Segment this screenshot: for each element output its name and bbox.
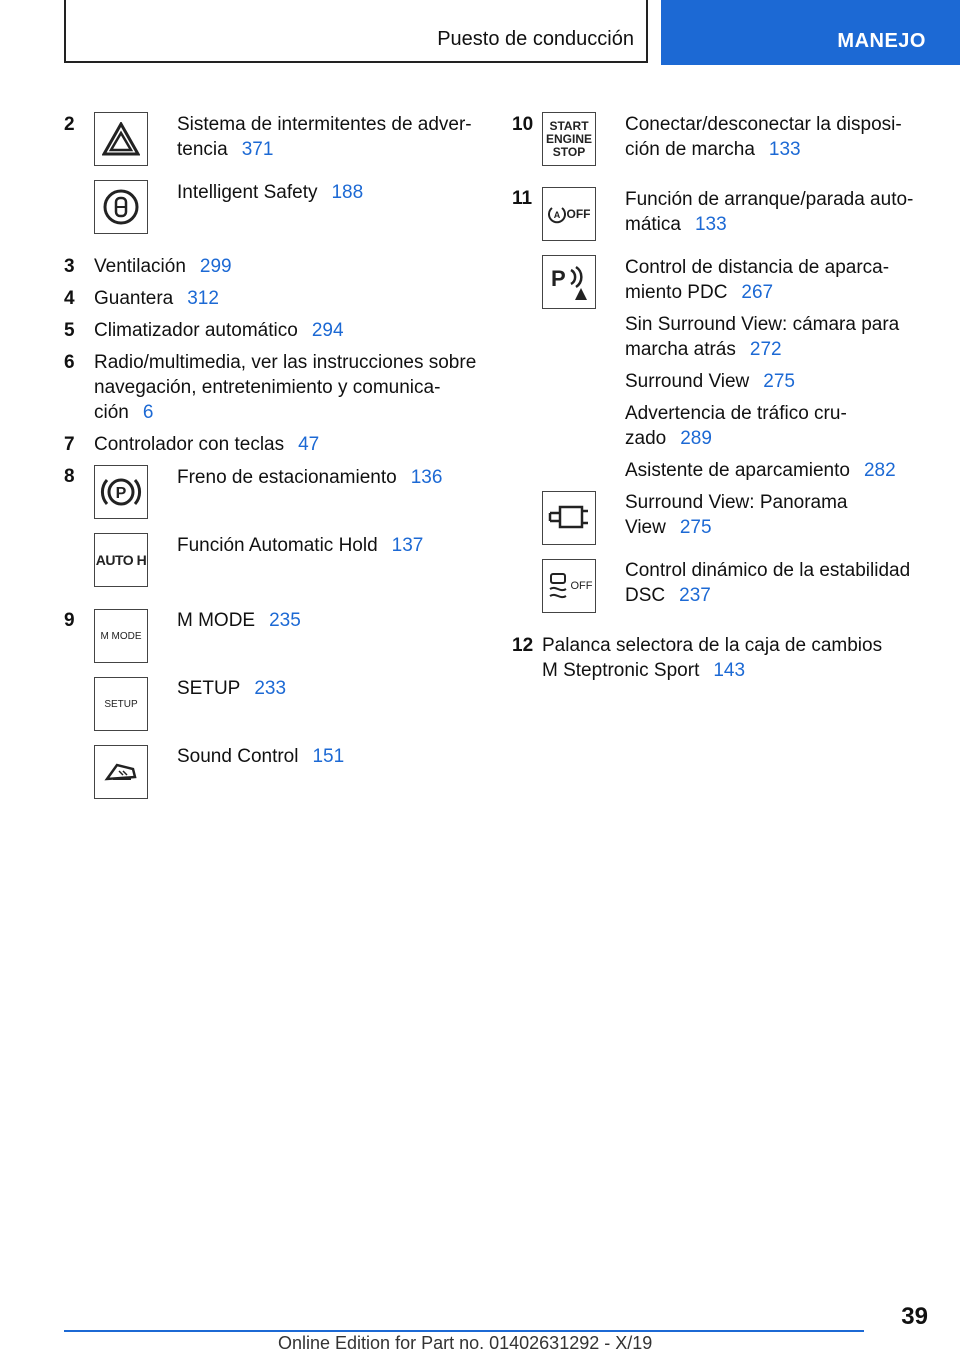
entry-text: Surround View xyxy=(625,371,750,392)
entry-text: ción de marcha xyxy=(625,139,755,160)
entry-text: mática xyxy=(625,214,681,235)
page-reference-link[interactable]: 371 xyxy=(241,139,274,160)
page-reference-link[interactable]: 233 xyxy=(254,678,287,699)
item-number-6: 6 xyxy=(64,352,75,373)
page-reference-link[interactable]: 282 xyxy=(863,460,896,481)
item-number-5: 5 xyxy=(64,320,75,341)
page-reference-link[interactable]: 137 xyxy=(391,535,424,556)
start-stop-icon-label: ENGINE xyxy=(545,131,592,146)
entry-text: navegación, entretenimiento y comunica- xyxy=(94,377,441,398)
entry-auto-hold xyxy=(177,533,423,558)
edition-note: Online Edition for Part no. 01402631292 - X/19 xyxy=(278,1333,653,1353)
page-reference-link[interactable]: 133 xyxy=(768,139,801,160)
entry-radio-multimedia xyxy=(94,350,476,425)
item-number-11: 11 xyxy=(512,188,533,209)
page-reference-link[interactable]: 237 xyxy=(679,585,711,606)
entry-text: tencia xyxy=(177,139,228,160)
auto-hold-icon xyxy=(94,533,148,587)
item-number-12: 12 xyxy=(512,635,534,656)
entry-parking-assistant xyxy=(625,458,896,483)
header-box xyxy=(64,0,648,63)
entry-text: Sound Control xyxy=(177,746,299,767)
item-number-7: 7 xyxy=(64,434,75,455)
page-number: 39 xyxy=(901,1303,928,1330)
footer-divider xyxy=(64,1330,864,1332)
entry-climate-control xyxy=(94,318,344,343)
item-number-9: 9 xyxy=(64,610,75,631)
entry-text: Surround View: Panorama xyxy=(625,492,848,513)
entry-text: View xyxy=(625,517,666,538)
setup-icon xyxy=(94,677,148,731)
entry-sound-control xyxy=(177,744,344,769)
entry-surround-view xyxy=(625,369,795,394)
page-reference-link[interactable]: 188 xyxy=(331,182,364,203)
svg-text:P: P xyxy=(115,485,127,502)
entry-text: Sin Surround View: cámara para xyxy=(625,314,900,335)
page-reference-link[interactable]: 299 xyxy=(199,256,232,277)
entry-text: Guantera xyxy=(94,288,174,309)
entry-text: Asistente de aparcamiento xyxy=(625,460,850,481)
page-reference-link[interactable]: 272 xyxy=(749,339,782,360)
page-reference-link[interactable]: 235 xyxy=(269,610,301,631)
item-number-3: 3 xyxy=(64,256,75,277)
park-distance-control-icon-label: P xyxy=(551,266,566,291)
entry-text: Control de distancia de aparca- xyxy=(625,257,890,278)
svg-text:A: A xyxy=(553,210,560,220)
start-stop-icon-label: STOP xyxy=(552,144,586,159)
page-reference-link[interactable]: 289 xyxy=(680,428,712,449)
dsc-off-icon-label: OFF xyxy=(570,580,593,592)
entry-text: DSC xyxy=(625,585,666,606)
entry-text: Sistema de intermitentes de adver- xyxy=(177,114,472,135)
section-title: Puesto de conducción xyxy=(437,28,634,50)
page-reference-link[interactable]: 151 xyxy=(312,746,345,767)
page-reference-link[interactable]: 47 xyxy=(298,434,320,455)
entry-text: zado xyxy=(625,428,667,449)
entry-auto-start-stop xyxy=(625,187,913,237)
entry-text: Palanca selectora de la caja de cambios xyxy=(542,635,883,656)
entry-text: Intelligent Safety xyxy=(177,182,318,203)
page-reference-link[interactable]: 275 xyxy=(763,371,795,392)
page-reference-link[interactable]: 267 xyxy=(741,282,774,303)
start-stop-icon xyxy=(542,112,596,166)
m-mode-icon xyxy=(94,609,148,663)
sound-control-icon xyxy=(94,745,148,799)
entry-text: Ventilación xyxy=(94,256,186,277)
entry-text: M MODE xyxy=(177,610,256,631)
panorama-view-icon xyxy=(542,491,596,545)
entry-text: ción xyxy=(94,402,129,423)
page-reference-link[interactable]: 275 xyxy=(679,517,712,538)
entry-gear-selector xyxy=(542,633,882,683)
entry-text: miento PDC xyxy=(625,282,728,303)
intelligent-safety-icon xyxy=(94,180,148,234)
entry-controller xyxy=(94,432,319,457)
page-reference-link[interactable]: 6 xyxy=(142,402,154,423)
entry-cross-traffic-warning xyxy=(625,401,847,451)
entry-text: Función Automatic Hold xyxy=(177,535,378,556)
page-reference-link[interactable]: 136 xyxy=(410,467,443,488)
entry-m-mode xyxy=(177,608,301,633)
entry-park-distance-control xyxy=(625,255,889,305)
page-reference-link[interactable]: 133 xyxy=(694,214,727,235)
item-number-2: 2 xyxy=(64,114,75,135)
entry-setup xyxy=(177,676,286,701)
chapter-tab[interactable] xyxy=(661,0,960,65)
entry-text: Advertencia de tráfico cru- xyxy=(625,403,847,424)
entry-hazard-warning xyxy=(177,112,472,162)
entry-rear-camera xyxy=(625,312,899,362)
page-reference-link[interactable]: 143 xyxy=(713,660,746,681)
item-number-10: 10 xyxy=(512,114,534,135)
start-stop-icon-label: START xyxy=(549,118,589,133)
page-reference-link[interactable]: 294 xyxy=(311,320,344,341)
item-number-8: 8 xyxy=(64,466,75,487)
entry-text: Controlador con teclas xyxy=(94,434,285,455)
entry-panorama-view xyxy=(625,490,848,540)
entry-text: SETUP xyxy=(177,678,241,699)
entry-dsc xyxy=(625,558,910,608)
entry-intelligent-safety xyxy=(177,180,363,205)
entry-text: Radio/multimedia, ver las instrucciones sobre xyxy=(94,352,477,373)
entry-text: Conectar/desconectar la disposi- xyxy=(625,114,902,135)
page-reference-link[interactable]: 312 xyxy=(187,288,219,309)
auto-start-stop-off-icon xyxy=(542,187,596,241)
park-distance-control-icon xyxy=(542,255,596,309)
entry-text: Control dinámico de la estabilidad xyxy=(625,560,911,581)
entry-parking-brake xyxy=(177,465,442,490)
chapter-tab-label: MANEJO xyxy=(837,30,926,52)
parking-brake-icon xyxy=(94,465,148,519)
entry-ventilation xyxy=(94,254,232,279)
auto-start-stop-off-icon-label: OFF xyxy=(566,207,591,221)
setup-icon-label: SETUP xyxy=(104,698,138,710)
dsc-off-icon xyxy=(542,559,596,613)
entry-text: Función de arranque/parada auto- xyxy=(625,189,914,210)
hazard-warning-icon xyxy=(94,112,148,166)
entry-text: marcha atrás xyxy=(625,339,736,360)
entry-text: M Steptronic Sport xyxy=(542,660,700,681)
auto-hold-icon-label: AUTO H xyxy=(95,552,147,568)
entry-text: Freno de estacionamiento xyxy=(177,467,397,488)
item-number-4: 4 xyxy=(64,288,75,309)
m-mode-icon-label: M MODE xyxy=(100,630,142,642)
entry-text: Climatizador automático xyxy=(94,320,298,341)
entry-glovebox xyxy=(94,286,219,311)
entry-start-stop xyxy=(625,112,902,162)
